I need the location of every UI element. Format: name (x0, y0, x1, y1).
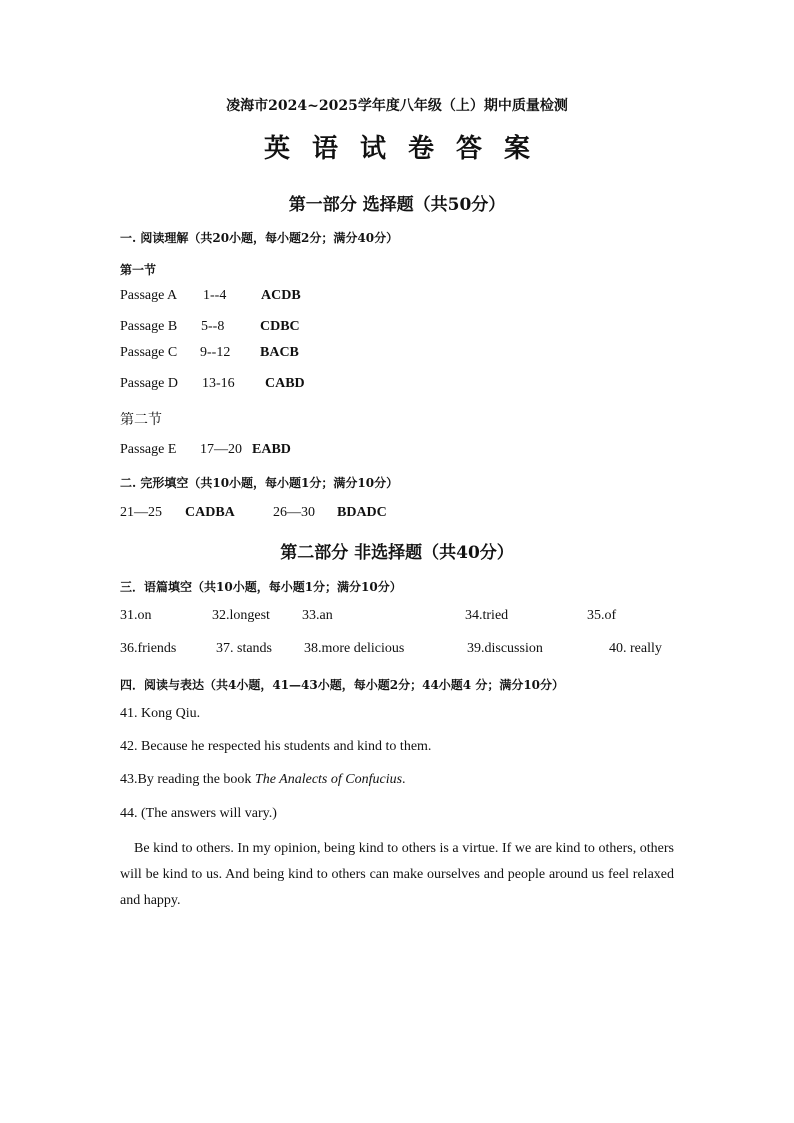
cloze-range-1: 21—25 (120, 505, 162, 520)
passage-b-answer: CDBC (260, 319, 300, 334)
passage-e-label: Passage E (120, 442, 177, 457)
answer-42: 42. Because he respected his students and kind to them. (120, 739, 432, 754)
section1-heading: 一. 阅读理解（共20小题，每小题2分；满分40分） (120, 231, 399, 245)
passage-a-answer: ACDB (261, 288, 301, 303)
exam-title-text: 英语试卷答案 (263, 134, 552, 164)
answer-34: 34.tried (465, 608, 509, 623)
answer-44: 44. (The answers will vary.) (120, 806, 277, 821)
passage-d-answer: CABD (265, 376, 305, 391)
passage-c-label: Passage C (120, 345, 178, 360)
answer-43-book: The Analects of Confucius (254, 772, 403, 787)
answer-32: 32.longest (212, 608, 270, 623)
answer-44-essay: Be kind to others. In my opinion, being kind to others is a virtue. If we are kind to others, others will be kind to us. And being kind to others can make ourselves and people around us feel relaxed and happy. (120, 841, 674, 908)
answer-37: 37. stands (216, 641, 272, 656)
passage-b-range: 5--8 (201, 319, 225, 334)
section4-heading: 四．阅读与表达（共4小题，41—43小题，每小题2分；44小题4 分；满分10分） (120, 678, 565, 692)
answer-39: 39.discussion (467, 641, 543, 656)
answer-43 (120, 772, 406, 788)
cloze-range-2: 26—30 (273, 505, 315, 520)
answer-35: 35.of (587, 608, 617, 623)
answer-36: 36.friends (120, 641, 177, 656)
answer-38: 38.more delicious (304, 641, 405, 656)
section1-sub2: 第二节 (120, 412, 162, 428)
passage-c-range: 9--12 (200, 345, 231, 360)
part2-title: 第二部分 非选择题（共40分） (280, 543, 514, 563)
passage-d-range: 13-16 (202, 376, 235, 391)
part1-title: 第一部分 选择题（共50分） (288, 195, 506, 215)
passage-e-answer: EABD (252, 442, 291, 457)
answer-33: 33.an (302, 608, 333, 623)
answer-31: 31.on (120, 608, 152, 623)
passage-a-range: 1--4 (203, 288, 227, 303)
cloze-answer-2: BDADC (337, 505, 387, 520)
cloze-answer-1: CADBA (185, 505, 235, 520)
passage-c-answer: BACB (260, 345, 299, 360)
passage-e-range: 17—20 (200, 442, 242, 457)
passage-d-label: Passage D (120, 376, 178, 391)
answer-43-prefix: 43.By reading the book (120, 772, 255, 787)
answer-41: 41. Kong Qiu. (120, 706, 201, 721)
section2-heading: 二. 完形填空（共10小题，每小题1分；满分10分） (120, 476, 399, 490)
exam-title (0, 128, 794, 165)
answer-40: 40. really (609, 641, 662, 656)
section1-sub1: 第一节 (120, 263, 157, 277)
answer-43-suffix: . (402, 772, 406, 787)
passage-b-label: Passage B (120, 319, 178, 334)
section3-heading: 三．语篇填空（共10小题，每小题1分；满分10分） (120, 580, 402, 594)
passage-a-label: Passage A (120, 288, 178, 303)
exam-subtitle: 凌海市2024~2025学年度八年级（上）期中质量检测 (226, 98, 568, 114)
